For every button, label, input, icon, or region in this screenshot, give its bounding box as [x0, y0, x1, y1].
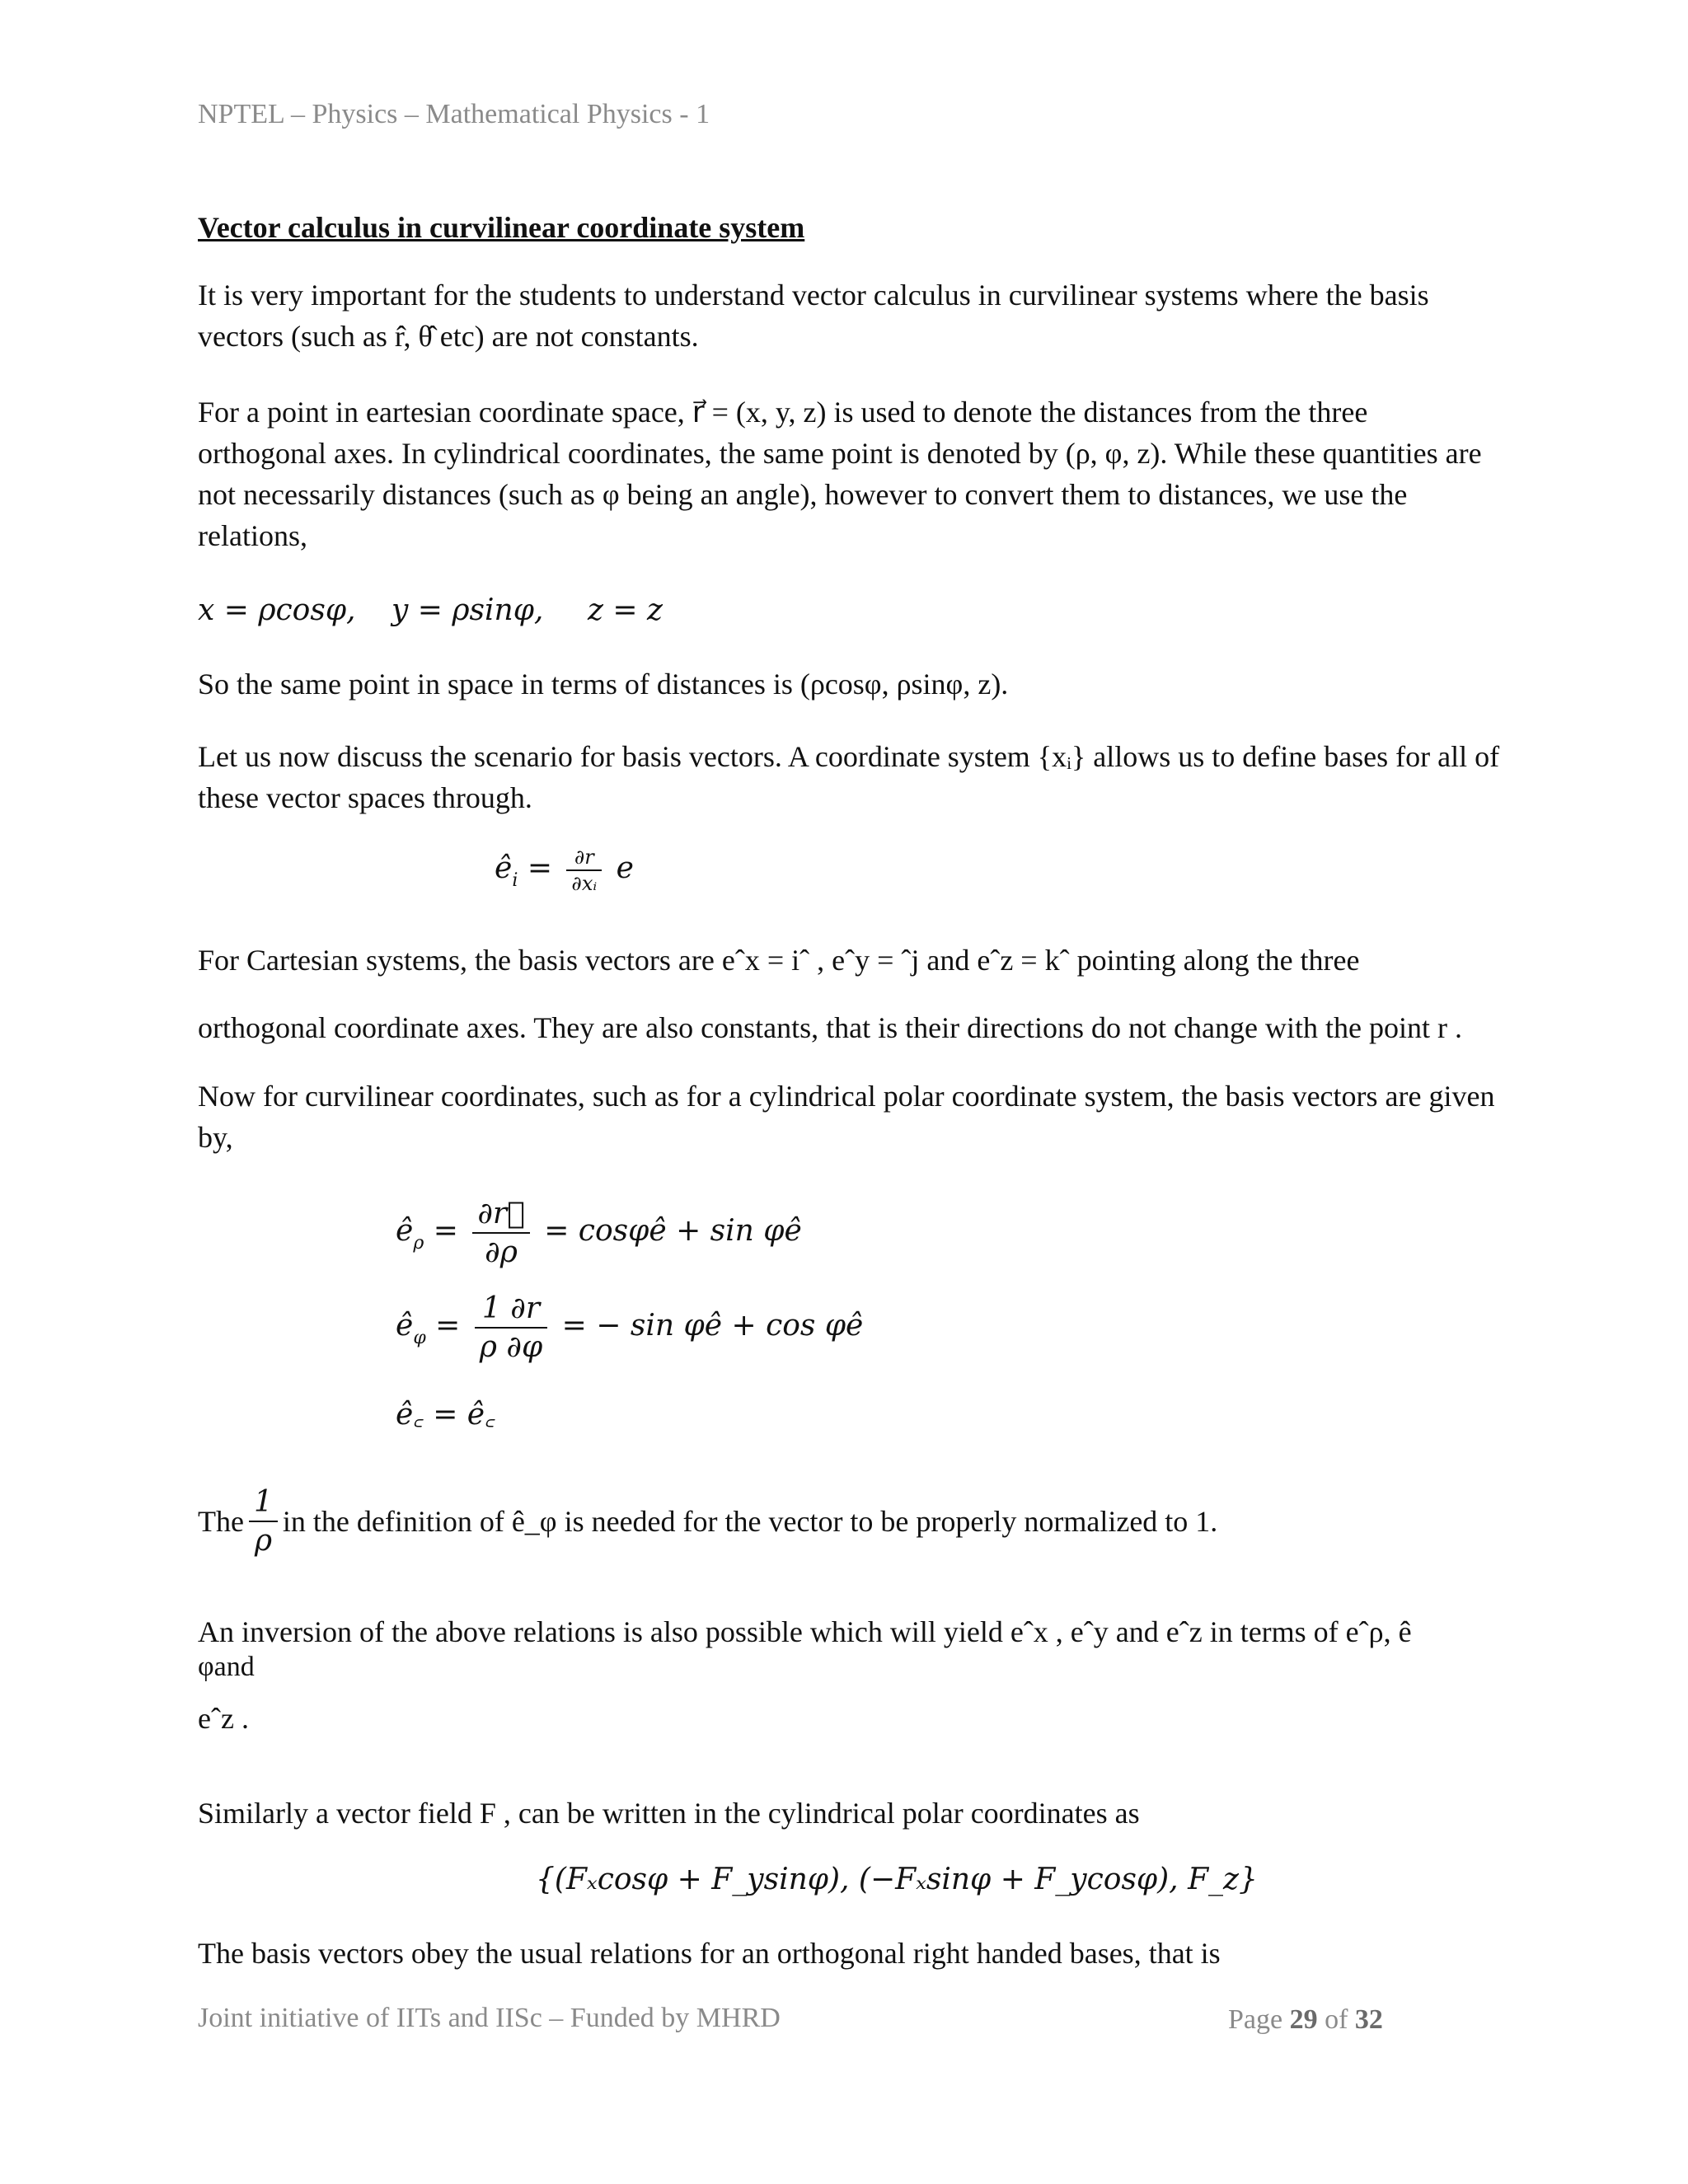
basis-def-fraction — [566, 845, 602, 896]
equation-e-phi: $ê_\varphi$ = $\frac{1 \partial r}{\rho \partial\varphi}$ = − sin φê + cos φê — [396, 1291, 864, 1364]
basis-def-sub: i — [512, 870, 518, 891]
basis-def-den: ∂xᵢ — [571, 872, 598, 895]
paragraph-intro: It is very important for the students to understand vector calculus in curvilinear systems where the basis vectors (such as r̂, θ̂ etc) are not constants. — [198, 279, 1429, 353]
page-total: 32 — [1354, 2004, 1383, 2035]
paragraph-inversion-end: eˆz . — [198, 1702, 249, 1735]
page-current: 29 — [1289, 2004, 1318, 2035]
e-rho-fraction — [472, 1195, 529, 1271]
footer-page-number — [1228, 2004, 1383, 2036]
paragraph-curvilinear: Now for curvilinear coordinates, such as for a cylindrical polar coordinate system, the basis vectors are given by, — [198, 1080, 1495, 1154]
e-rho-sub: ρ — [413, 1233, 424, 1254]
e-rho-den: ∂ρ — [485, 1235, 518, 1269]
paragraph-normalization — [198, 1483, 1500, 1559]
footer-funding: Joint initiative of IITs and IISc – Funded by MHRD — [198, 2003, 781, 2033]
paragraph-inversion: An inversion of the above relations is also possible which will yield eˆx , eˆy and eˆz in terms of eˆρ, ê — [198, 1615, 1412, 1648]
running-header: NPTEL – Physics – Mathematical Physics - 1 — [198, 99, 710, 129]
relation-y: y = ρsinφ, — [392, 593, 544, 627]
one-over-rho-fraction — [249, 1483, 278, 1559]
relation-x: x = ρcosφ, — [198, 593, 356, 627]
paragraph-distances: So the same point in space in terms of distances is (ρcosφ, ρsinφ, z). — [198, 668, 1009, 701]
e-phi-rhs: = − sin φê + cos φê — [561, 1309, 864, 1343]
paragraph-vector-field: Similarly a vector field F , can be written in the cylindrical polar coordinates as — [198, 1797, 1140, 1830]
e-phi-sub: φ — [413, 1328, 426, 1348]
paragraph-orthogonal-bases: The basis vectors obey the usual relations for an orthogonal right handed bases, that is — [198, 1937, 1221, 1970]
e-rho-num: ∂r⃗ — [472, 1195, 529, 1234]
equation-vector-field: {(Fₓcosφ + F_ysinφ), (−Fₓsinφ + F_ycosφ), F_z} — [536, 1863, 1258, 1896]
page-label: Page — [1228, 2004, 1283, 2035]
section-title: Vector calculus in curvilinear coordinate system — [198, 211, 805, 244]
equation-basis-definition: $ê_i$ = $\frac{\partial r}{\text{∂xᵢ}}$ e — [495, 846, 634, 895]
paragraph-inversion-cont: φand — [198, 1652, 255, 1682]
relation-z: z = z — [588, 593, 663, 627]
e-rho-lhs: ê — [396, 1214, 414, 1248]
normalization-before: The — [198, 1505, 244, 1538]
one-over-rho-num: 1 — [249, 1483, 278, 1522]
paragraph-basis-intro: Let us now discuss the scenario for basis vectors. A coordinate system {xᵢ} allows us to define bases for all of these vector spaces through. — [198, 740, 1500, 814]
equation-e-z: ê꜀ = ê꜀ — [396, 1398, 495, 1432]
basis-def-tail: e — [616, 851, 634, 885]
paragraph-cartesian-constants: orthogonal coordinate axes. They are also constants, that is their directions do not change with the point r . — [198, 1011, 1462, 1044]
paragraph-cartesian-basis: For Cartesian systems, the basis vectors are eˆx = iˆ , eˆy = ˆj and eˆz = kˆ pointing along the three — [198, 944, 1360, 977]
e-phi-lhs: ê — [396, 1309, 414, 1343]
basis-def-lhs: ê — [495, 851, 513, 885]
e-rho-rhs: = cosφê + sin φê — [544, 1214, 802, 1248]
paragraph-cartesian-point: For a point in eartesian coordinate space, r⃗ = (x, y, z) is used to denote the distances from the three orthogonal axes. In cylindrical coordinates, the same point is denoted by (ρ, φ, z). While these quantities are not necessarily distances (such as φ being an angle), however to convert them to distances, we use the relations, — [198, 396, 1482, 552]
equation-e-rho: $ê_\rho$ = $\frac{\partial r⃗}{\partial\rho}$ = cosφê + sin φê — [396, 1197, 802, 1269]
page-of: of — [1325, 2004, 1348, 2035]
e-phi-fraction — [475, 1290, 547, 1366]
e-phi-den: ρ ∂φ — [479, 1330, 543, 1364]
one-over-rho-den: ρ — [254, 1524, 272, 1558]
normalization-after: in the definition of ê_φ is needed for the vector to be properly normalized to 1. — [282, 1505, 1218, 1538]
basis-def-num: ∂r — [566, 845, 602, 871]
e-phi-num: 1 ∂r — [475, 1290, 547, 1329]
